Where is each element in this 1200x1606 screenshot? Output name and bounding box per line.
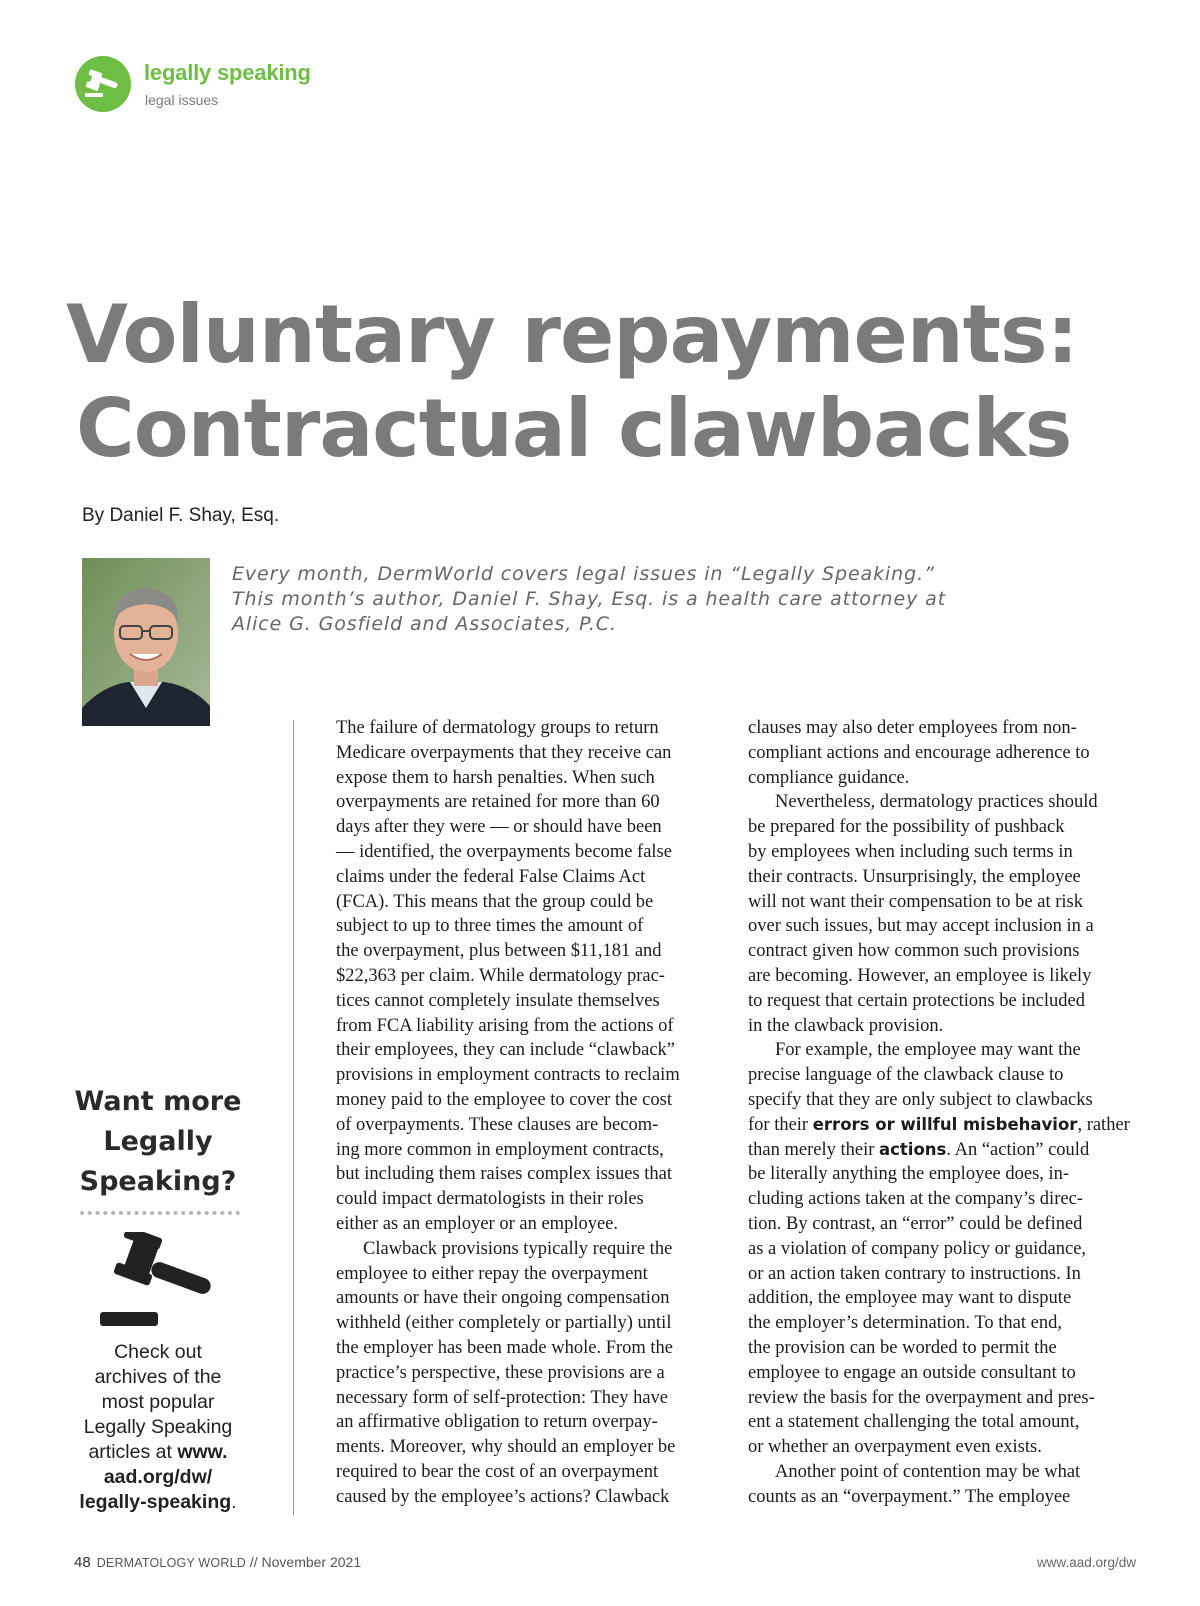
body-line: amounts or have their ongoing compensation	[336, 1288, 670, 1309]
body-line: withheld (either completely or partially) until	[336, 1313, 672, 1334]
body-line: the employer’s determination. To that end,	[748, 1313, 1062, 1334]
body-line: subject to up to three times the amount of	[336, 916, 644, 937]
footer-url[interactable]: www.aad.org/dw	[1036, 1555, 1136, 1570]
body-line: money paid to the employee to cover the cost	[336, 1089, 672, 1110]
article-title-line: Contractual clawbacks	[76, 382, 1072, 475]
body-line: tion. By contrast, an “error” could be defined	[748, 1213, 1083, 1234]
body-line: contract given how common such provisions	[748, 941, 1080, 962]
gavel-icon	[98, 1232, 218, 1332]
body-line: as a violation of company policy or guidance,	[748, 1238, 1087, 1259]
body-line: Another point of contention may be what	[775, 1461, 1081, 1482]
body-line: (FCA). This means that the group could be	[336, 891, 654, 912]
body-line: addition, the employee may want to dispute	[748, 1288, 1072, 1309]
page-number: 48	[74, 1554, 91, 1571]
body-line: be literally anything the employee does, in-	[748, 1164, 1070, 1185]
footer-folio	[74, 1554, 361, 1571]
promo-text-line	[62, 1440, 254, 1465]
body-line: employee to either repay the overpayment	[336, 1263, 648, 1284]
archive-link[interactable]: www.	[177, 1441, 228, 1463]
promo-text-fragment: articles at	[88, 1441, 178, 1463]
body-line: clauses may also deter employees from non-	[748, 718, 1077, 738]
gavel-icon	[75, 56, 131, 112]
body-line	[748, 1113, 1143, 1138]
promo-text-line: archives of the	[94, 1366, 222, 1388]
body-line: practice’s perspective, these provisions are a	[336, 1362, 665, 1383]
promo-text-line: Legally Speaking	[83, 1416, 233, 1438]
body-line: cluding actions taken at the company’s direc-	[748, 1189, 1083, 1210]
body-text-fragment: for their	[748, 1114, 813, 1135]
body-line: from FCA liability arising from the actions of	[336, 1015, 674, 1036]
promo-heading	[62, 1082, 254, 1202]
body-line: ing more common in employment contracts,	[336, 1139, 664, 1160]
archive-link[interactable]: aad.org/dw/	[103, 1466, 213, 1488]
body-line: their employees, they can include “clawback”	[336, 1040, 676, 1061]
body-line: counts as an “overpayment.” The employee	[748, 1486, 1071, 1507]
body-line: by employees when including such terms in	[748, 841, 1073, 862]
body-line: The failure of dermatology groups to return	[336, 718, 659, 738]
promo-heading-line: Want more	[74, 1086, 242, 1117]
body-column-1	[336, 716, 726, 1510]
body-line: could impact dermatologists in their roles	[336, 1189, 644, 1210]
body-line: caused by the employee’s actions? Clawback	[336, 1486, 670, 1507]
article-title	[66, 288, 1146, 476]
body-line: the employer has been made whole. From the	[336, 1337, 674, 1358]
promo-heading-line: Speaking?	[79, 1166, 237, 1197]
promo-dotted-divider	[80, 1211, 240, 1215]
body-line: will not want their compensation to be at risk	[748, 891, 1083, 912]
body-line: be prepared for the possibility of pushback	[748, 817, 1065, 838]
body-line: ments. Moreover, why should an employer be	[336, 1437, 676, 1458]
body-line: $22,363 per claim. While dermatology prac-	[336, 965, 665, 986]
body-line: over such issues, but may accept inclusion in a	[748, 916, 1094, 937]
body-line: Clawback provisions typically require the	[363, 1238, 673, 1259]
body-text-fragment: , rather	[1077, 1114, 1130, 1135]
author-photo	[82, 558, 210, 726]
promo-text-line	[62, 1465, 254, 1490]
body-line: an affirmative obligation to return overpay-	[336, 1412, 658, 1433]
promo-text-line: Check out	[114, 1341, 202, 1363]
body-line: Medicare overpayments that they receive can	[336, 742, 672, 763]
issue-date: November 2021	[261, 1554, 362, 1570]
footer-separator: //	[245, 1554, 262, 1570]
section-title: legally speaking	[144, 60, 311, 85]
body-line: their contracts. Unsurprisingly, the employee	[748, 866, 1081, 887]
body-text-fragment: than merely their	[748, 1139, 879, 1160]
body-text-fragment: . An “action” could	[946, 1139, 1090, 1160]
body-line: necessary form of self-protection: They have	[336, 1387, 669, 1408]
body-line: provisions in employment contracts to reclaim	[336, 1065, 680, 1086]
body-line: in the clawback provision.	[748, 1015, 944, 1036]
body-line: or an action taken contrary to instructions. In	[748, 1263, 1081, 1284]
emphasis-text: actions	[879, 1139, 947, 1159]
body-line: the provision can be worded to permit the	[748, 1337, 1057, 1358]
promo-text	[62, 1340, 254, 1515]
intro-line: Alice G. Gosfield and Associates, P.C.	[232, 613, 617, 635]
body-line: but including them raises complex issues that	[336, 1164, 673, 1185]
article-title-line: Voluntary repayments:	[66, 288, 1078, 381]
body-line: compliant actions and encourage adherence to	[748, 742, 1090, 763]
body-line: For example, the employee may want the	[775, 1040, 1081, 1061]
archive-link[interactable]: legally-speaking	[79, 1491, 232, 1513]
body-line: tices cannot completely insulate themselves	[336, 990, 660, 1011]
body-line: either as an employer or an employee.	[336, 1213, 619, 1234]
body-line: the overpayment, plus between $11,181 and	[336, 941, 662, 962]
author-intro	[232, 562, 952, 637]
body-line: or whether an overpayment even exists.	[748, 1437, 1042, 1458]
body-line: ent a statement challenging the total amount,	[748, 1412, 1080, 1433]
body-line: to request that certain protections be included	[748, 990, 1085, 1011]
body-line: compliance guidance.	[748, 767, 910, 788]
body-line: overpayments are retained for more than 60	[336, 792, 660, 813]
emphasis-text: errors or willful misbehavior	[812, 1114, 1078, 1134]
body-line: required to bear the cost of an overpayment	[336, 1461, 659, 1482]
intro-line: Every month, DermWorld covers legal issues in “Legally Speaking.”	[232, 563, 935, 585]
body-line: specify that they are only subject to clawbacks	[748, 1089, 1093, 1110]
body-line: are becoming. However, an employee is likely	[748, 965, 1092, 986]
body-line: review the basis for the overpayment and pres-	[748, 1387, 1095, 1408]
promo-text-fragment: .	[231, 1491, 237, 1513]
section-subtitle: legal issues	[145, 92, 219, 108]
byline: By Daniel F. Shay, Esq.	[82, 505, 280, 526]
body-line: of overpayments. These clauses are becom-	[336, 1114, 659, 1135]
body-line: employee to engage an outside consultant to	[748, 1362, 1076, 1383]
promo-text-line	[62, 1490, 254, 1515]
body-line: expose them to harsh penalties. When such	[336, 767, 655, 788]
body-line: days after they were — or should have been	[336, 817, 662, 838]
body-line	[748, 1138, 1143, 1163]
body-line: Nevertheless, dermatology practices should	[775, 792, 1098, 813]
body-column-2	[748, 716, 1143, 1510]
intro-line: This month’s author, Daniel F. Shay, Esq. is a health care attorney at	[232, 588, 947, 610]
body-line: claims under the federal False Claims Act	[336, 866, 646, 887]
body-line: precise language of the clawback clause to	[748, 1065, 1064, 1086]
publication-name: DERMATOLOGY WORLD	[96, 1556, 246, 1570]
promo-heading-line: Legally	[103, 1126, 213, 1157]
sidebar-divider	[293, 720, 294, 1515]
section-badge	[75, 56, 131, 112]
promo-text-line: most popular	[101, 1391, 215, 1413]
body-line: — identified, the overpayments become false	[336, 841, 672, 862]
